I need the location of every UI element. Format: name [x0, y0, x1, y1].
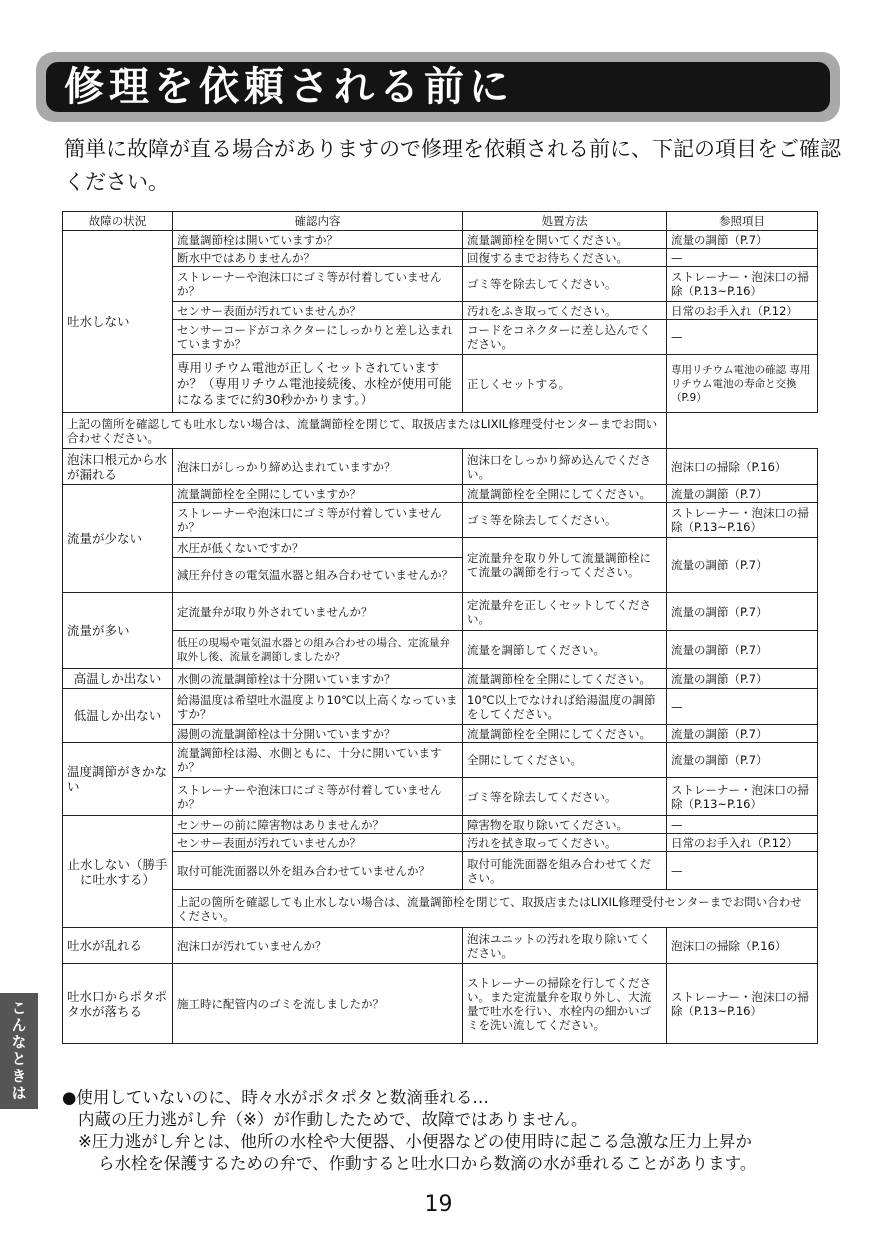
action-cell: 泡沫ユニットの汚れを取り除いてください。 [463, 928, 667, 964]
symptom-cell: 吐水しない [63, 231, 173, 413]
check-cell: 泡沫口がしっかり締め込まれていますか？ [173, 449, 463, 485]
action-cell: 流量調節栓を全開にしてください。 [463, 725, 667, 743]
reference-cell: — [667, 249, 818, 267]
table-row [63, 964, 818, 1044]
table-row [63, 725, 818, 743]
symptom-cell: 流量が多い [63, 593, 173, 669]
page-number: 19 [424, 1192, 453, 1217]
reference-cell: — [667, 689, 818, 725]
reference-cell: 流量の調節（P.7） [667, 725, 818, 743]
troubleshooting-table [62, 211, 818, 1044]
table-row [63, 320, 818, 355]
note-cell: 上記の箇所を確認しても止水しない場合は、流量調節栓を閉じて、取扱店またはLIXIL修理受付センターまでお問い合わせください。 [173, 890, 818, 928]
reference-cell: 泡沫口の掃除（P.16） [667, 449, 818, 485]
check-cell: センサー表面が汚れていませんか？ [173, 302, 463, 320]
check-cell: 減圧弁付きの電気温水器と組み合わせていませんか？ [173, 558, 463, 593]
check-cell: 断水中ではありませんか？ [173, 249, 463, 267]
check-cell: 定流量弁が取り外されていませんか？ [173, 593, 463, 631]
table-row [63, 302, 818, 320]
table-header-row [63, 212, 818, 231]
note-cell: 上記の箇所を確認しても吐水しない場合は、流量調節栓を閉じて、取扱店またはLIXIL修理受付センターまでお問い合わせください。 [63, 413, 667, 449]
action-cell: 流量調節栓を全開にしてください。 [463, 485, 667, 503]
reference-cell: — [667, 320, 818, 355]
table-row [63, 267, 818, 302]
check-cell: センサーコードがコネクターにしっかりと差し込まれていますか？ [173, 320, 463, 355]
check-cell: 流量調節栓は湯、水側ともに、十分に開いていますか？ [173, 743, 463, 778]
table-row [63, 743, 818, 778]
footnote-line: ら水栓を保護するための弁で、作動すると吐水口から数滴の水が垂れることがあります。 [98, 1154, 757, 1173]
intro-text: 簡単に故障が直る場合がありますので修理を依頼される前に、下記の項目をご確認ください。 [64, 137, 841, 194]
table-row [63, 669, 818, 689]
table-row [63, 852, 818, 890]
header-action: 処置方法 [463, 212, 667, 231]
reference-cell: 流量の調節（P.7） [667, 669, 818, 689]
table-row [63, 485, 818, 503]
action-cell: 泡沫口をしっかり締め込んでください。 [463, 449, 667, 485]
action-cell: ゴミ等を除去してください。 [463, 503, 667, 538]
symptom-cell: 低温しか出ない [63, 689, 173, 743]
header-symptom: 故障の状況 [63, 212, 173, 231]
action-cell: ゴミ等を除去してください。 [463, 267, 667, 302]
table-row [63, 778, 818, 816]
reference-cell: ストレーナー・泡沫口の掃除（P.13~P.16） [667, 964, 818, 1044]
symptom-cell: 泡沫口根元から水が漏れる [63, 449, 173, 485]
action-cell: 汚れを拭き取ってください。 [463, 834, 667, 852]
reference-cell: 流量の調節（P.7） [667, 485, 818, 503]
table-row [63, 249, 818, 267]
action-cell: 障害物を取り除いてください。 [463, 816, 667, 834]
table-row [63, 834, 818, 852]
reference-cell: 日常のお手入れ（P.12） [667, 834, 818, 852]
reference-cell: 流量の調節（P.7） [667, 743, 818, 778]
action-cell: コードをコネクターに差し込んでください。 [463, 320, 667, 355]
check-cell: 流量調節栓を全開にしていますか？ [173, 485, 463, 503]
check-cell: ストレーナーや泡沫口にゴミ等が付着していませんか？ [173, 778, 463, 816]
check-cell: 泡沫口が汚れていませんか？ [173, 928, 463, 964]
symptom-cell: 高温しか出ない [63, 669, 173, 689]
symptom-cell: 流量が少ない [63, 485, 173, 593]
table-row [63, 631, 818, 669]
action-cell: 定流量弁を正しくセットしてください。 [463, 593, 667, 631]
symptom-cell: 吐水が乱れる [63, 928, 173, 964]
reference-cell: 泡沫口の掃除（P.16） [667, 928, 818, 964]
symptom-cell: 温度調節がきかない [63, 743, 173, 816]
footnote-line: ●使用していないのに、時々水がポタポタと数滴垂れる… [62, 1088, 489, 1107]
check-cell: ストレーナーや泡沫口にゴミ等が付着していませんか？ [173, 503, 463, 538]
footnote-line: 内蔵の圧力逃がし弁（※）が作動したためで、故障ではありません。 [78, 1110, 588, 1129]
check-cell: 施工時に配管内のゴミを流しましたか？ [173, 964, 463, 1044]
check-cell: ストレーナーや泡沫口にゴミ等が付着していませんか？ [173, 267, 463, 302]
reference-cell: ストレーナー・泡沫口の掃除（P.13~P.16） [667, 267, 818, 302]
reference-cell: 日常のお手入れ（P.12） [667, 302, 818, 320]
table-row [63, 928, 818, 964]
reference-cell: ストレーナー・泡沫口の掃除（P.13~P.16） [667, 778, 818, 816]
action-cell: ストレーナーの掃除を行してください。また定流量弁を取り外し、大流量で吐水を行い、水栓内の細かいゴミを洗い流してください。 [463, 964, 667, 1044]
check-cell: 低圧の現場や電気温水器との組み合わせの場合、定流量弁取外し後、流量を調節しましたか？ [173, 631, 463, 669]
reference-cell: 流量の調節（P.7） [667, 538, 818, 593]
check-cell: 専用リチウム電池が正しくセットされていますか？（専用リチウム電池接続後、水栓が使用可能になるまでに約30秒かかります。） [173, 355, 463, 413]
table-row [63, 689, 818, 725]
table-row [63, 231, 818, 249]
check-cell: センサー表面が汚れていませんか？ [173, 834, 463, 852]
table-row [63, 890, 818, 928]
reference-cell: ストレーナー・泡沫口の掃除（P.13~P.16） [667, 503, 818, 538]
reference-cell: — [667, 852, 818, 890]
reference-cell: — [667, 816, 818, 834]
action-cell: 10℃以上でなければ給湯温度の調節をしてください。 [463, 689, 667, 725]
check-cell: 給湯温度は希望吐水温度より10℃以上高くなっていますか？ [173, 689, 463, 725]
check-cell: 取付可能洗面器以外を組み合わせていませんか？ [173, 852, 463, 890]
table-row [63, 449, 818, 485]
section-side-tab: こんなときは [0, 993, 38, 1109]
footnote-block [62, 1087, 852, 1175]
action-cell: 正しくセットする。 [463, 355, 667, 413]
table-row [63, 538, 818, 558]
action-cell: 流量調節栓を開いてください。 [463, 231, 667, 249]
symptom-cell: 吐水口からポタポタ水が落ちる [63, 964, 173, 1044]
symptom-cell: 止水しない（勝手に吐水する） [63, 816, 173, 928]
reference-cell: 専用リチウム電池の確認 専用リチウム電池の寿命と交換（P.9） [667, 355, 818, 413]
table-row [63, 355, 818, 413]
reference-cell: 流量の調節（P.7） [667, 631, 818, 669]
action-cell: 取付可能洗面器を組み合わせてください。 [463, 852, 667, 890]
check-cell: 水圧が低くないですか？ [173, 538, 463, 558]
check-cell: 水側の流量調節栓は十分開いていますか？ [173, 669, 463, 689]
page-title: 修理を依頼される前に [46, 62, 830, 112]
header-reference: 参照項目 [667, 212, 818, 231]
table-row [63, 593, 818, 631]
action-cell: 全開にしてください。 [463, 743, 667, 778]
header-check: 確認内容 [173, 212, 463, 231]
action-cell: 流量を調節してください。 [463, 631, 667, 669]
action-cell: 定流量弁を取り外して流量調節栓にて流量の調節を行ってください。 [463, 538, 667, 593]
action-cell: ゴミ等を除去してください。 [463, 778, 667, 816]
check-cell: 流量調節栓は開いていますか？ [173, 231, 463, 249]
check-cell: 湯側の流量調節栓は十分開いていますか？ [173, 725, 463, 743]
action-cell: 回復するまでお待ちください。 [463, 249, 667, 267]
reference-cell: 流量の調節（P.7） [667, 593, 818, 631]
table-row [63, 503, 818, 538]
table-row [63, 413, 818, 449]
table-row [63, 816, 818, 834]
action-cell: 汚れをふき取ってください。 [463, 302, 667, 320]
footnote-line: ※圧力逃がし弁とは、他所の水栓や大便器、小便器などの使用時に起こる急激な圧力上昇か [78, 1132, 752, 1151]
check-cell: センサーの前に障害物はありませんか？ [173, 816, 463, 834]
action-cell: 流量調節栓を全開にしてください。 [463, 669, 667, 689]
reference-cell: 流量の調節（P.7） [667, 231, 818, 249]
